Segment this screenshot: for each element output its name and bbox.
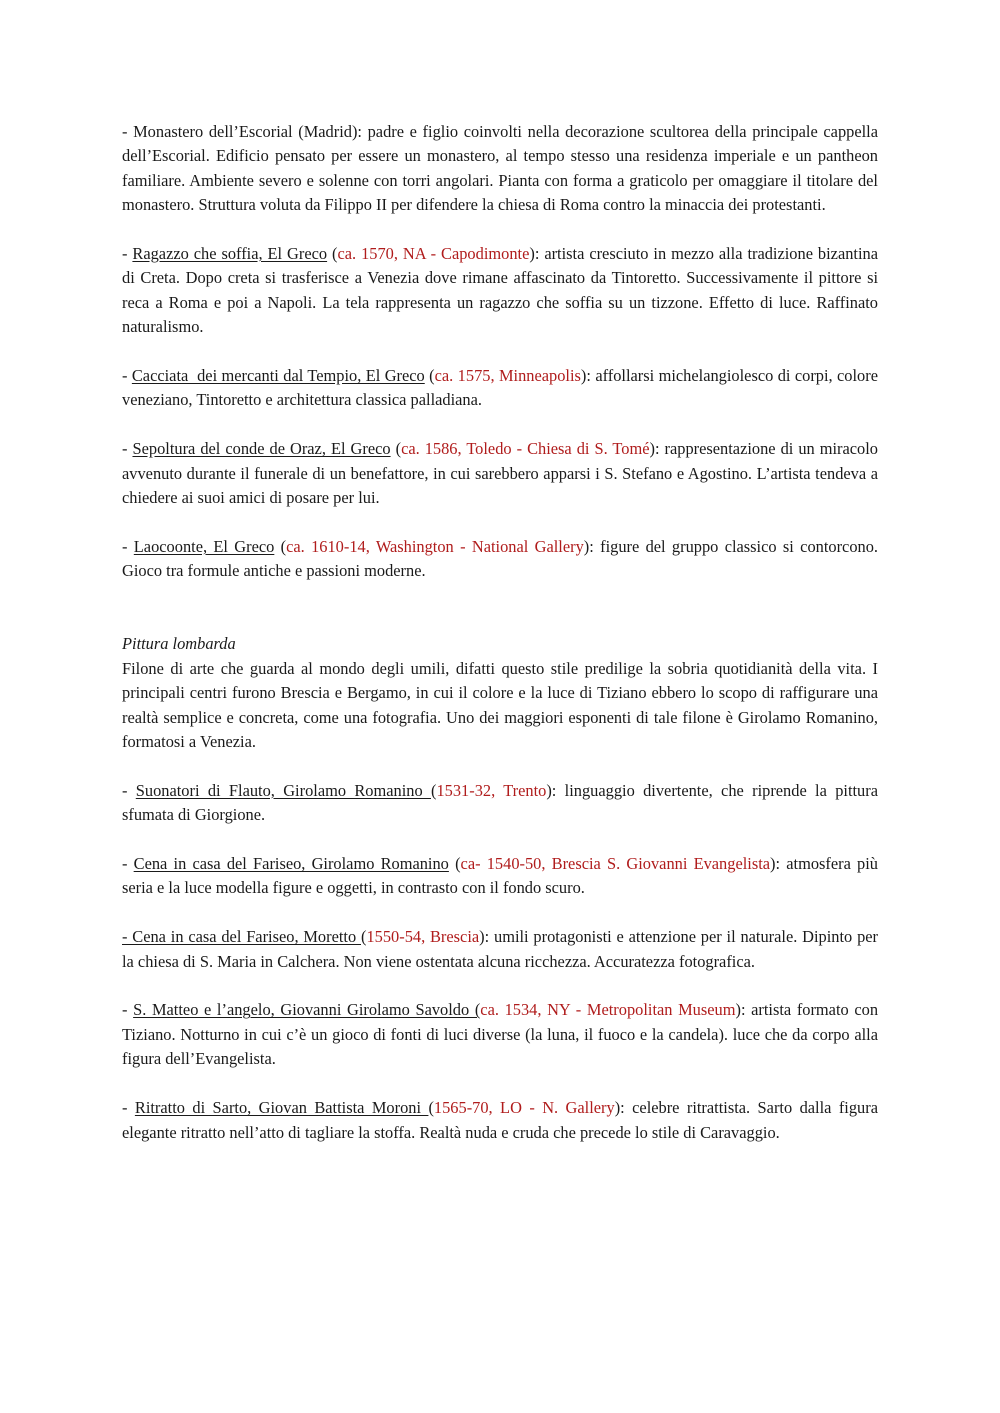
artwork-date-location: ca. 1610-14, Washington - National Gallery	[286, 536, 584, 556]
paren-close: ):	[770, 854, 787, 874]
entry-description: atmosfera più seria e la luce modella figure e oggetti, in contrasto con il fondo scuro.	[122, 854, 878, 898]
paren-open: (	[327, 244, 338, 264]
document-page	[122, 120, 878, 1169]
section-title: Pittura lombarda	[122, 634, 236, 654]
artwork-title: Suonatori di Flauto, Girolamo Romanino	[135, 780, 431, 800]
paren-open: (	[274, 536, 287, 556]
artwork-title: Ragazzo che soffia, El Greco	[132, 244, 328, 264]
entry-dash: -	[122, 439, 133, 459]
entry-cena-fariseo-moretto	[122, 925, 878, 974]
entry-description: affollarsi michelangiolesco di corpi, colore veneziano, Tintoretto e architettura classica palladiana.	[122, 366, 878, 410]
paren-open: (	[360, 927, 367, 947]
entry-dash: -	[122, 1000, 134, 1020]
paren-open: (	[448, 854, 461, 874]
entry-description: Monastero dell’Escorial (Madrid): padre e figlio coinvolti nella decorazione scultorea della principale cappella dell’Escorial. Edificio pensato per essere un monastero, al tempo stesso una residenza imperiale e un pantheon familiare. Ambiente severo e solenne con torri angolari. Pianta con forma a graticolo per omaggiare il titolare del monastero. Struttura voluta da Filippo II per difendere la chiesa di Roma contro la minaccia dei protestanti.	[122, 122, 878, 215]
paren-close: ):	[735, 1000, 752, 1020]
artwork-title: Sepoltura del conde de Oraz, El Greco	[132, 439, 391, 459]
artwork-title: Ritratto di Sarto, Giovan Battista Moroni	[134, 1098, 429, 1118]
entry-cacciata-dei-mercanti	[122, 364, 878, 413]
entry-description: rappresentazione di un miracolo avvenuto durante il funerale di un benefattore, in cui sarebbero apparsi i S. Stefano e Agostino. L’artista tendeva a chiedere ai suoi amici di posare per lui.	[122, 439, 878, 508]
entry-ragazzo-che-soffia	[122, 242, 878, 340]
paren-open: (	[390, 439, 402, 459]
paren-open: (	[424, 366, 435, 386]
entry-description: celebre ritrattista. Sarto dalla figura elegante ritratto nell’atto di tagliare la stoffa. Realtà nuda e cruda che precede lo stile di Caravaggio.	[122, 1098, 878, 1142]
entry-ritratto-di-sarto	[122, 1096, 878, 1145]
entry-description: figure del gruppo classico si contorcono. Gioco tra formule antiche e passioni moderne.	[122, 536, 878, 581]
entry-description: artista cresciuto in mezzo alla tradizione bizantina di Creta. Dopo creta si trasferisce a Venezia dove rimane affascinato da Tintoretto. Successivamente il pittore si reca a Roma e poi a Napoli. La tela rappresenta un ragazzo che soffia su un tizzone. Effetto di luce. Raffinato naturalismo.	[122, 244, 878, 337]
paren-open: (	[430, 780, 437, 800]
paren-close: ):	[580, 366, 596, 386]
artwork-date-location: ca. 1534, NY - Metropolitan Museum	[480, 1000, 736, 1020]
artwork-date-location: ca. 1570, NA - Capodimonte	[337, 244, 530, 264]
artwork-date-location: 1531-32, Trento	[436, 780, 547, 800]
paren-close: ):	[529, 244, 545, 264]
entry-description: artista formato con Tiziano. Notturno in cui c’è un gioco di fonti di luci diverse (la luna, il fuoco e la candela). luce che da corpo alla figura dell’Evangelista.	[122, 1000, 879, 1069]
entry-dash: -	[122, 122, 134, 141]
artwork-date-location: ca. 1586, Toledo - Chiesa di S. Tomé	[401, 439, 650, 459]
entry-escorial	[122, 120, 878, 218]
entry-sepoltura-conde-de-oraz	[122, 437, 878, 510]
paren-close: ):	[583, 536, 601, 556]
paren-close: ):	[479, 927, 494, 947]
artwork-date-location: 1550-54, Brescia	[366, 927, 480, 947]
entry-dash: -	[122, 244, 133, 264]
artwork-title: - Cena in casa del Fariseo, Moretto	[122, 927, 361, 947]
entry-dash: -	[122, 854, 134, 874]
artwork-title: S. Matteo e l’angelo, Giovanni Girolamo Savoldo (	[133, 1000, 481, 1020]
artwork-date-location: ca- 1540-50, Brescia S. Giovanni Evangelista	[460, 854, 771, 874]
entry-dash: -	[122, 366, 132, 386]
entry-dash: -	[122, 780, 136, 800]
entry-laocoonte	[122, 535, 878, 584]
entry-cena-fariseo-romanino	[122, 852, 878, 901]
entry-dash: -	[122, 1098, 135, 1118]
artwork-title: Cacciata dei mercanti dal Tempio, El Greco	[131, 366, 425, 386]
paren-close: ):	[546, 780, 565, 800]
paren-close: ):	[649, 439, 665, 459]
artwork-date-location: ca. 1575, Minneapolis	[434, 366, 581, 386]
entry-description: umili protagonisti e attenzione per il naturale. Dipinto per la chiesa di S. Maria in Calchera. Non viene ostentata alcuna ricchezza. Accuratezza fotografica.	[122, 927, 878, 971]
artwork-date-location: 1565-70, LO - N. Gallery	[433, 1098, 615, 1118]
paren-close: ):	[614, 1098, 633, 1118]
entry-description: linguaggio divertente, che riprende la pittura sfumata di Giorgione.	[122, 780, 878, 825]
artwork-title: Laocoonte, El Greco	[133, 536, 275, 556]
entry-s-matteo-e-l-angelo	[122, 998, 878, 1071]
section-intro: Filone di arte che guarda al mondo degli umili, difatti questo stile predilige la sobria quotidianità della vita. I principali centri furono Brescia e Bergamo, in cui il colore e la luce di Tiziano ebbero lo scopo di raffigurare una realtà semplice e concreta, come una fotografia. Uno dei maggiori esponenti di tale filone è Girolamo Romanino, formatosi a Venezia.	[122, 658, 878, 752]
entry-suonatori-di-flauto	[122, 779, 878, 828]
paren-open: (	[428, 1098, 434, 1118]
entry-dash: -	[122, 536, 134, 556]
artwork-title: Cena in casa del Fariseo, Girolamo Romanino	[133, 854, 449, 874]
